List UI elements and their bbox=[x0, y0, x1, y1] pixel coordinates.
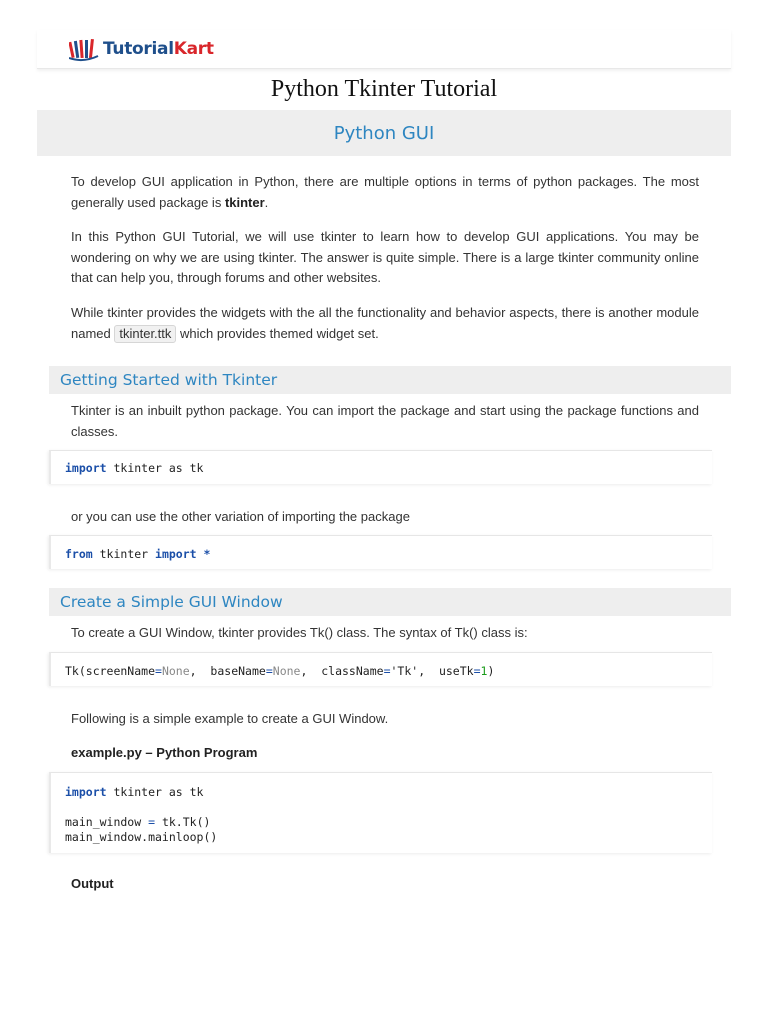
section-heading-create-window: Create a Simple GUI Window bbox=[60, 593, 283, 611]
inline-code-tkinter-ttk: tkinter.ttk bbox=[114, 325, 176, 343]
section2-paragraph-2: Following is a simple example to create a GUI Window. bbox=[71, 711, 389, 726]
site-header bbox=[37, 30, 731, 69]
section1-paragraph-1: Tkinter is an inbuilt python package. You can import the package and start using the package functions and classes. bbox=[71, 403, 699, 439]
page-title: Python Tkinter Tutorial bbox=[270, 76, 498, 102]
section-heading-bar bbox=[49, 366, 731, 394]
intro-paragraph-3: While tkinter provides the widgets with the all the functionality and behavior aspects, there is another module named tkinter.ttk which provides themed widget set. bbox=[71, 305, 699, 341]
section-heading-getting-started: Getting Started with Tkinter bbox=[60, 371, 278, 389]
intro-paragraph-1: To develop GUI application in Python, there are multiple options in terms of python packages. The most generally used package is tkinter. bbox=[71, 174, 699, 210]
section1-paragraph-2: or you can use the other variation of importing the package bbox=[71, 509, 410, 524]
code-block-import[interactable]: import tkinter as tk bbox=[49, 450, 712, 484]
section2-paragraph-1: To create a GUI Window, tkinter provides Tk() class. The syntax of Tk() class is: bbox=[71, 625, 528, 640]
intro-paragraph-2: In this Python GUI Tutorial, we will use tkinter to learn how to develop GUI applications. You may be wondering on why we are using tkinter. The answer is quite simple. There is a large tkinter community online that can help you, through forums and other websites. bbox=[71, 229, 699, 285]
code-block-tk-syntax[interactable]: Tk(screenName=None, baseName=None, className='Tk', useTk=1) bbox=[49, 652, 712, 686]
logo-text: TutorialKart bbox=[103, 39, 214, 59]
books-logo-icon bbox=[69, 36, 99, 62]
code-block-example[interactable]: import tkinter as tk main_window = tk.Tk() main_window.mainloop() bbox=[49, 772, 712, 853]
example-file-label: example.py – Python Program bbox=[71, 745, 258, 760]
page-subtitle-bar bbox=[37, 110, 731, 156]
section-heading-bar bbox=[49, 588, 731, 616]
code-block-from-import[interactable]: from tkinter import * bbox=[49, 535, 712, 569]
page-subtitle: Python GUI bbox=[333, 122, 435, 144]
output-label: Output bbox=[71, 876, 114, 891]
site-logo[interactable] bbox=[69, 36, 214, 62]
